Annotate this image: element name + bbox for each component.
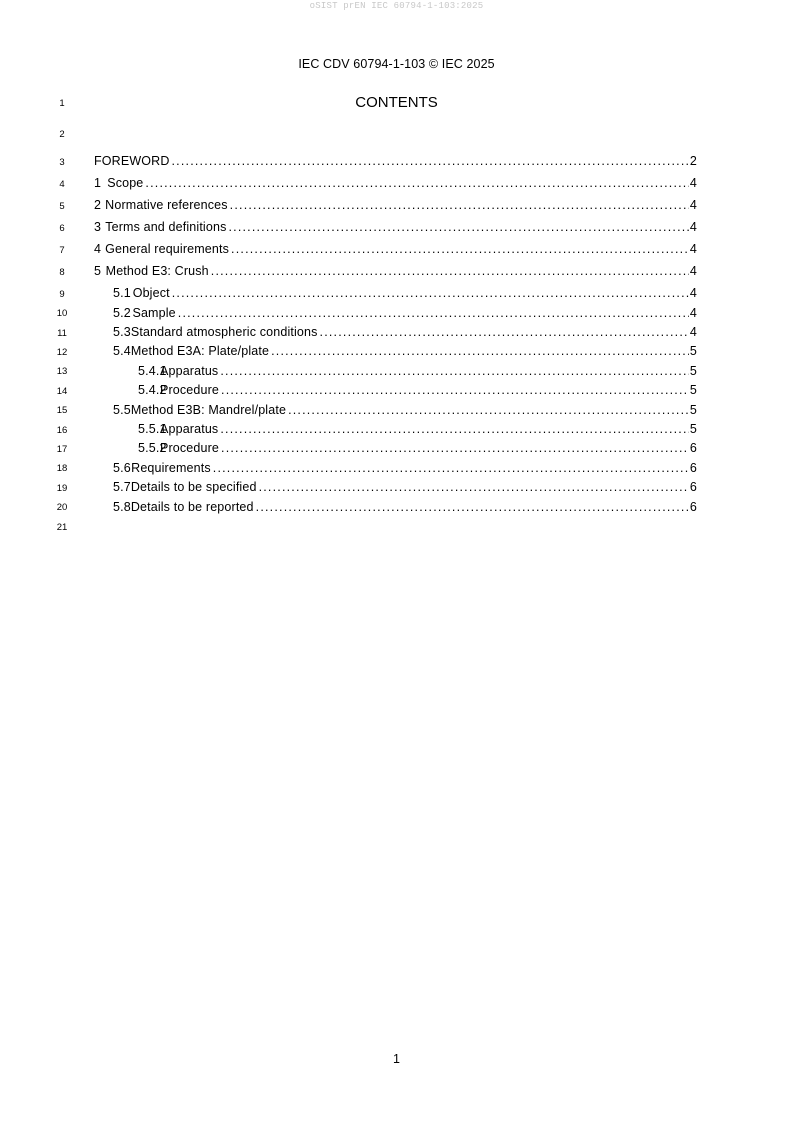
toc-entry[interactable] xyxy=(138,422,697,438)
toc-entry[interactable] xyxy=(94,264,697,280)
toc-section-number: 5.1 xyxy=(113,286,131,300)
line-number: 14 xyxy=(56,386,68,397)
toc-entry[interactable] xyxy=(113,344,697,360)
toc-entry-title: Procedure xyxy=(160,441,220,455)
line-number: 8 xyxy=(59,267,65,278)
toc-entry-title: Procedure xyxy=(160,383,220,397)
toc-leader-dots xyxy=(145,176,688,190)
toc-entry-title: Standard atmospheric conditions xyxy=(130,325,318,339)
toc-section-number: 5.8 xyxy=(113,500,131,514)
line-number: 6 xyxy=(59,223,65,234)
toc-entry-title: Normative references xyxy=(105,198,228,212)
toc-entry-title: Requirements xyxy=(131,461,211,475)
toc-section-number: 5.5.1 xyxy=(138,422,167,436)
toc-leader-dots xyxy=(271,344,689,358)
toc-entry-title: FOREWORD xyxy=(94,154,170,168)
toc-entry[interactable] xyxy=(113,480,697,496)
toc-entry[interactable] xyxy=(138,364,697,380)
toc-entry-title: General requirements xyxy=(105,242,230,256)
toc-leader-dots xyxy=(220,422,689,436)
line-number: 15 xyxy=(56,405,68,416)
toc-entry-title: Scope xyxy=(107,176,144,190)
toc-entry[interactable] xyxy=(94,198,697,214)
toc-page-number: 5 xyxy=(689,344,697,358)
toc-page-number: 5 xyxy=(689,403,697,417)
line-number: 2 xyxy=(59,129,65,140)
line-number: 21 xyxy=(56,522,68,533)
toc-section-number: 5.3 xyxy=(113,325,131,339)
toc-section-number: 5.7 xyxy=(113,480,131,494)
toc-leader-dots xyxy=(178,306,689,320)
line-number: 19 xyxy=(56,483,68,494)
line-number: 7 xyxy=(59,245,65,256)
toc-page-number: 4 xyxy=(689,176,697,190)
toc-page-number: 5 xyxy=(689,364,697,378)
line-number: 12 xyxy=(56,347,68,358)
line-number: 3 xyxy=(59,157,65,168)
toc-entry-title: Details to be specified xyxy=(130,480,257,494)
toc-entry[interactable] xyxy=(138,441,697,457)
toc-page-number: 6 xyxy=(689,500,697,514)
toc-entry[interactable] xyxy=(94,176,697,192)
toc-page-number: 2 xyxy=(689,154,697,168)
toc-page-number: 4 xyxy=(689,325,697,339)
toc-leader-dots xyxy=(172,154,689,168)
toc-entry[interactable] xyxy=(113,286,697,302)
contents-title: CONTENTS xyxy=(355,94,438,111)
toc-leader-dots xyxy=(228,220,688,234)
document-header: IEC CDV 60794-1-103 © IEC 2025 xyxy=(298,57,495,71)
toc-entry-title: Details to be reported xyxy=(130,500,254,514)
line-number: 18 xyxy=(56,463,68,474)
toc-entry[interactable] xyxy=(113,461,697,477)
line-number: 16 xyxy=(56,425,68,436)
toc-entry[interactable] xyxy=(113,403,697,419)
toc-section-number: 5.4.1 xyxy=(138,364,167,378)
toc-entry-title: Method E3: Crush xyxy=(105,264,209,278)
toc-page-number: 4 xyxy=(689,306,697,320)
toc-page-number: 6 xyxy=(689,461,697,475)
toc-section-number: 5.2 xyxy=(113,306,131,320)
toc-entry-title: Method E3B: Mandrel/plate xyxy=(130,403,287,417)
toc-leader-dots xyxy=(231,242,689,256)
toc-section-number: 5.4.2 xyxy=(138,383,167,397)
toc-page-number: 4 xyxy=(689,198,697,212)
toc-section-number: 3 xyxy=(94,220,102,234)
toc-entry-title: Method E3A: Plate/plate xyxy=(130,344,270,358)
line-number: 13 xyxy=(56,366,68,377)
toc-leader-dots xyxy=(230,198,689,212)
line-number: 20 xyxy=(56,502,68,513)
toc-leader-dots xyxy=(288,403,689,417)
line-number: 10 xyxy=(56,308,68,319)
toc-section-number: 2 xyxy=(94,198,102,212)
toc-entry[interactable] xyxy=(113,500,697,516)
toc-entry-title: Apparatus xyxy=(160,364,219,378)
toc-section-number: 5.4 xyxy=(113,344,131,358)
toc-section-number: 5 xyxy=(94,264,102,278)
line-number: 4 xyxy=(59,179,65,190)
line-number: 9 xyxy=(59,289,65,300)
toc-leader-dots xyxy=(259,480,689,494)
toc-page-number: 4 xyxy=(689,264,697,278)
toc-leader-dots xyxy=(213,461,689,475)
line-number: 1 xyxy=(59,98,65,109)
toc-leader-dots xyxy=(211,264,689,278)
toc-leader-dots xyxy=(221,383,689,397)
line-number: 17 xyxy=(56,444,68,455)
toc-section-number: 5.5.2 xyxy=(138,441,167,455)
toc-section-number: 5.6 xyxy=(113,461,131,475)
toc-entry[interactable] xyxy=(94,242,697,258)
toc-section-number: 1 xyxy=(94,176,102,190)
toc-entry-foreword[interactable] xyxy=(94,154,697,170)
watermark: oSIST prEN IEC 60794-1-103:2025 xyxy=(309,1,484,11)
toc-leader-dots xyxy=(256,500,689,514)
toc-entry[interactable] xyxy=(94,220,697,236)
toc-page-number: 5 xyxy=(689,383,697,397)
toc-entry[interactable] xyxy=(113,325,697,341)
toc-entry-title: Apparatus xyxy=(160,422,219,436)
line-number: 11 xyxy=(57,328,67,339)
toc-section-number: 4 xyxy=(94,242,102,256)
toc-entry[interactable] xyxy=(138,383,697,399)
toc-page-number: 6 xyxy=(689,441,697,455)
toc-leader-dots xyxy=(172,286,689,300)
toc-page-number: 4 xyxy=(689,242,697,256)
toc-entry-title: Terms and definitions xyxy=(105,220,227,234)
toc-entry-title: Object xyxy=(132,286,170,300)
toc-leader-dots xyxy=(220,364,689,378)
toc-page-number: 5 xyxy=(689,422,697,436)
toc-page-number: 4 xyxy=(689,220,697,234)
toc-leader-dots xyxy=(320,325,689,339)
toc-leader-dots xyxy=(221,441,689,455)
toc-page-number: 6 xyxy=(689,480,697,494)
toc-section-number: 5.5 xyxy=(113,403,131,417)
toc-entry[interactable] xyxy=(113,306,697,322)
page-number: 1 xyxy=(393,1052,400,1066)
toc-page-number: 4 xyxy=(689,286,697,300)
line-number: 5 xyxy=(59,201,65,212)
toc-entry-title: Sample xyxy=(132,306,176,320)
